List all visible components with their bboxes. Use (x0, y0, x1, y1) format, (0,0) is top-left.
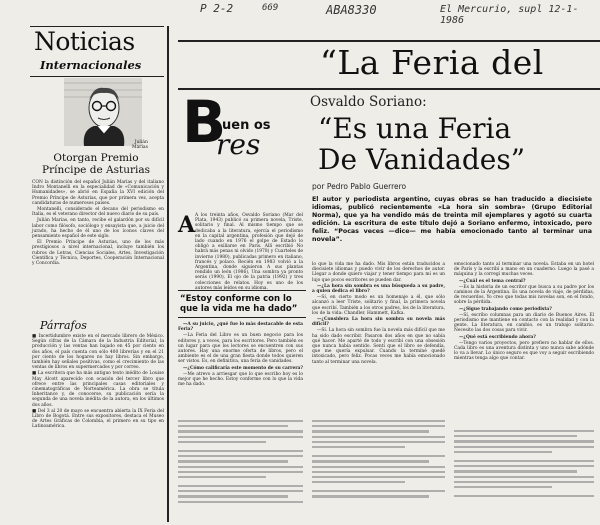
bullet-item: ■ Del 3 al 20 de mayo se encuentra abierta la IX Feria del Libro de Bogotá. Entre sus expositores, destaca el Museo de Artes Gráficas de Colombia, el primero en su tipo en Latinoamérica. (32, 408, 164, 430)
answer: —La Feria del Libro es un buen negocio para los editores y, a veces, para los escritores. Pero también es un lugar para que los lectores se encuentren con sus autores. Hay una enorme oferta de libros, pero el ambiente es el de una gran fiesta donde todos quieren ser vistos. Es, en definitiva, una feria de vanidades. (178, 333, 303, 365)
left-subhead: Párrafos (40, 319, 87, 332)
interview-col-3 (454, 262, 594, 363)
question: —¿La hora sin sombra es una búsqueda a su padre, a quien dedica el libro? (312, 283, 445, 295)
question: —¿Considera La hora sin sombra su novela más difícil? (312, 317, 445, 328)
author-name: Osvaldo Soriano: (310, 94, 427, 110)
answer: —Sí, escribo columnas para un diario de Buenos Aires. El periodismo me mantiene en contacto con la realidad y con la gente. La literatura, en cambio, es un trabajo solitario. Necesito las dos cosas para vivir. (454, 312, 594, 334)
answer: —Me atrevo a arriesgar que lo que escribo hoy es lo mejor que he hecho. Estoy conforme con lo que la vida me ha dado. (178, 371, 303, 388)
banner-title: “La Feria del (320, 43, 544, 82)
main-headline: “Es una Feria De Vanidades” (318, 112, 526, 176)
paragraph: El Premio Príncipe de Asturias, uno de los más prestigiosos a nivel internacional, incluye también los rubros de Letras, Ciencias Sociales, Artes, Investigación Científica y Técnica, Deportes, Cooperación Internacional y Concordia. (32, 240, 164, 267)
interview-col-2-continued (312, 420, 445, 520)
paragraph: A los treinta años, Osvaldo Soriano (Mar del Plata, 1943) publicó su primera novela, Triste, solitario y final. Al mismo tiempo que se dedicaba a la literatura, ejercía el periodismo en la capital argentina, profesión que dejó de lado cuando en 1976 el golpe de Estado lo obligó a exiliarse en París. Allí escribió No habrá más penas ni olvido (1978) y Cuarteles de invierno (1980), publicadas primero en italiano, francés y polaco. Recién en 1983 volvió a la Argentina, donde siguieron A sus plantas rendido un león (1986), Una sombra ya pronto serás (1990), El ojo de la patria (1992) y tres colecciones de relatos. Hoy es uno de los autores más leídos en su idioma. (195, 213, 303, 291)
lead-paragraph: El autor y periodista argentino, cuyas obras se han traducido a diecisiete idiomas, publicó recientemente «La hora sin sombra» (Grupo Editorial Norma), que ya ha vendido más de treinta mil ejemplares y agotó su cuarta edición. La escritura de este título dejó a Soriano enfermo, intoxicado, pero feliz. “Pocas veces —dice— me había emocionado tanto al terminar una novela”. (312, 196, 592, 244)
answer: —Sí, en cierto modo es un homenaje a él, que sólo alcanzó a leer Triste, solitario y final, la primera novela que escribí. También a los otros padres, los de la literatura, los de la vida: Chandler, Hammett, Kafka. (312, 295, 445, 316)
left-article-text (32, 180, 164, 267)
photo-caption: Julián Marías (132, 140, 148, 150)
answer: lo que la vida me ha dado. Mis libros están traducidos a diecisiete idiomas y puedo vivir de los derechos de autor. Llegar a donde quiero viajar y tener tiempo para mí es un lujo que pocos escritores se pueden dar. (312, 262, 445, 283)
handwritten-mark: 669 (262, 3, 279, 13)
logo-letter: B (182, 88, 227, 156)
handwritten-code: ABA8330 (326, 3, 377, 17)
paragraph: Julián Marías, en tanto, recibe el galardón por su difícil labor como filósofo, sociólogo y ensayista que, a juicio del jurado, ha hecho de él uno de los íconos claves del pensamiento español de este siglo. (32, 218, 164, 240)
section-logo (180, 88, 300, 170)
question: —A su juicio, ¿qué fue lo más destacable de esta Feria? (178, 322, 303, 333)
question: —¿Qué está escribiendo ahora? (459, 334, 536, 340)
banner-bottom-rule (178, 88, 600, 90)
pull-quote: “Estoy conforme con lo que la vida me ha dado” (178, 290, 306, 318)
left-headline: Otorgan Premio Príncipe de Asturias (42, 152, 150, 176)
interview-col-1b (178, 322, 303, 388)
left-mid-rule (30, 76, 164, 77)
section-subtitle: Internacionales (40, 58, 142, 72)
left-bullets (32, 334, 164, 431)
logo-word-top: uen os (222, 118, 271, 133)
question: —¿Sigue trabajando como periodista? (459, 306, 552, 312)
handwritten-source: El Mercurio, supl 12-1-1986 (440, 4, 579, 26)
paragraph: CON la distinción del español Julián Marías y del italiano Indro Montanelli en la especialidad de «Comunicación y Humanidades», se abrió en España la XVI edición del Premio Príncipe de Asturias, que por primera vez, acepta candidaturas de numerosos países. (32, 180, 164, 206)
interview-col-1 (195, 213, 303, 292)
drop-cap: A (178, 212, 196, 238)
interview-col-1-continued (178, 420, 303, 520)
banner-top-rule (178, 40, 600, 42)
answer: —Sí. La hora sin sombra fue la novela más difícil que me ha sido dado escribir. Pasaron dos años en que no sabía qué hacer. Me aparté de todo y escribí con una obsesión que nunca había sentido. Sentí que el libro se defendía, que me quería expulsar. Cuando la terminé quedé intoxicado, pero feliz. Pocas veces me había emocionado tanto al terminar una novela. (312, 328, 445, 365)
handwritten-page-ref: P 2-2 (200, 2, 234, 15)
section-title: Noticias (34, 27, 135, 56)
logo-word-bottom: res (216, 128, 261, 161)
bullet-item: ■ La escritora que ha más antiguo texto inédito de Louise May Alcott aparecido con ocasión del tercer libro que ofrece entre las principales casas editoriales y cinematográficas de Norteamérica. La obra se titula Inheritance y, de conocerse, su publicación sería la segunda de una novela inédita de la autora, en los últimos dos años. (32, 371, 164, 408)
answer: emocionado tanto al terminar una novela. Estaba en un hotel de París y la escribí a mano en un cuaderno. Luego la pasé a máquina y la corregí muchas veces. (454, 262, 594, 278)
byline: por Pedro Pablo Guerrero (312, 182, 407, 191)
question: —¿Cuál es el tema central? (459, 278, 526, 284)
interview-col-2 (312, 262, 445, 366)
answer: —Tengo varios proyectos, pero prefiero no hablar de ellos. Cada libro es una aventura distinta y uno nunca sabe adónde lo va a llevar. Lo único seguro es que voy a seguir escribiendo mientras tenga algo que contar. (454, 340, 594, 362)
portrait-photo (64, 78, 142, 146)
column-divider (167, 26, 169, 522)
question: —¿Cómo calificaría este momento de su carrera? (183, 365, 303, 371)
bullet-item: ■ Incertidumbre existe en el mercado librero de México. Según cifras de la Cámara de la Industria Editorial, la producción y las ventas han bajado en 45 por ciento en dos años, el país cuenta con sólo 400 librerías y en el 21 por ciento de los hogares no hay libros. Sin embargo, también hay señales positivas, como el crecimiento de las ventas de libros en supermercados y por correo. (32, 334, 164, 371)
interview-col-3-continued (454, 430, 594, 520)
answer: —Es la historia de un escritor que busca a su padre por los caminos de la Argentina. Es una novela de viaje, de pérdidas, de recuerdos. Yo creo que todas mis novelas son, en el fondo, sobre la pérdida. (454, 284, 594, 306)
paragraph: Montanelli, considerado el decano del periodismo en Italia, es el veterano director del nuevo diario de su país. (32, 207, 164, 218)
